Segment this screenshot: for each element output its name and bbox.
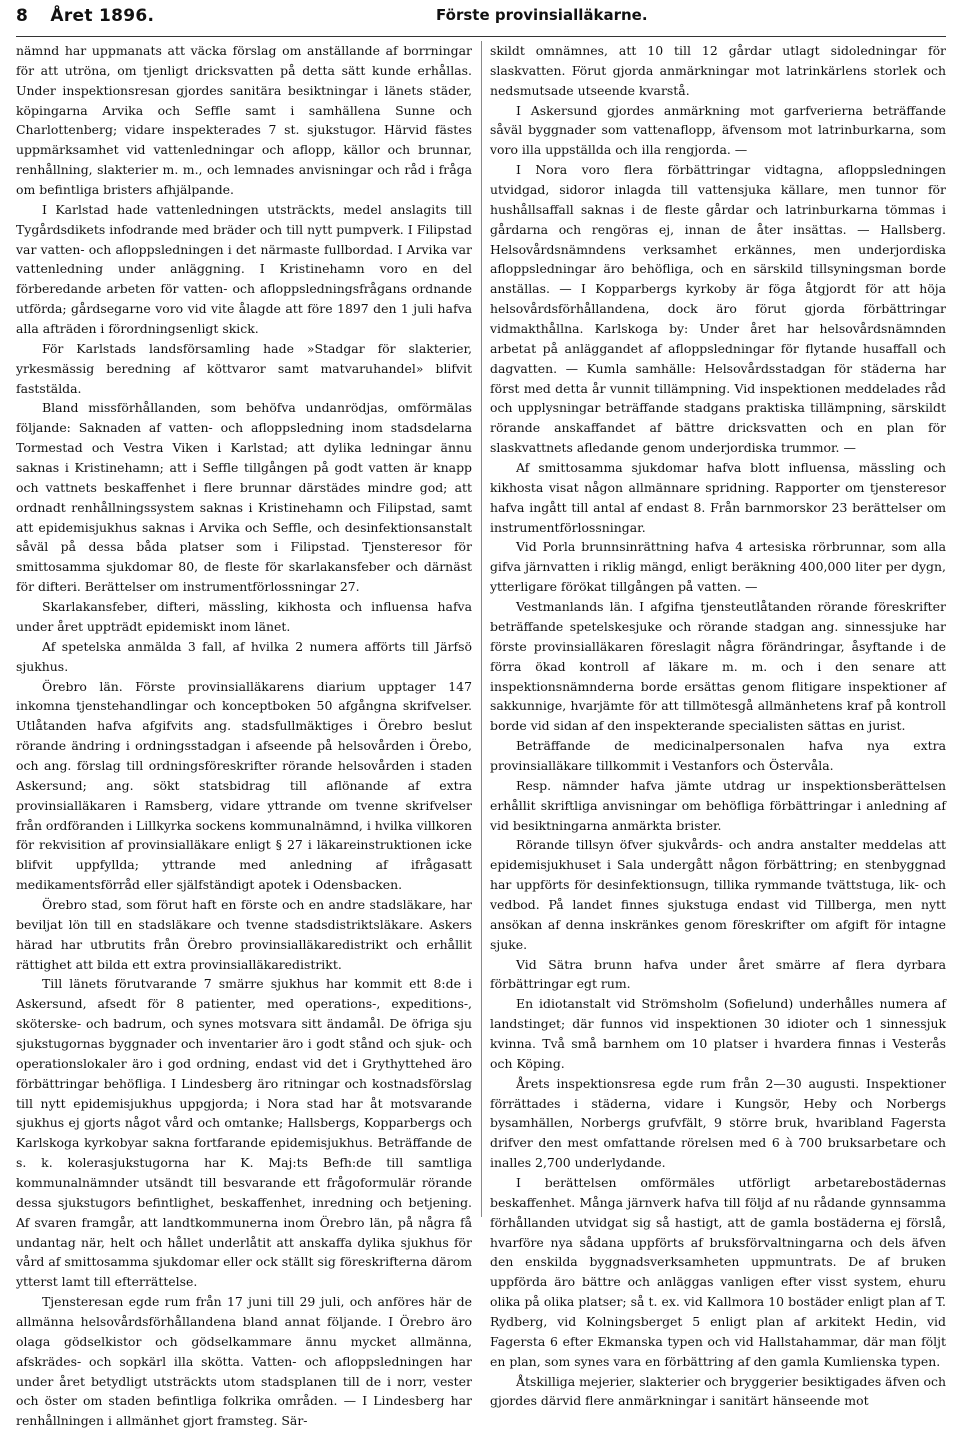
paragraph: Rörande tillsyn öfver sjukvårds- och andra anstalter meddelas att epidemisjukhuset i Sala undergått någon förbättring; en stenbyggnad har uppförts för desinfektionsugn, tillika rymmande tvättstuga, lik- och vedbod. På landet finnes sjukstuga endast vid Tillberga, men nytt ansökan af denna inskränkes genom föreskrifter om afgift för intagne sjuke.: [490, 837, 946, 952]
paragraph: skildt omnämnes, att 10 till 12 gårdar utlagt sidoledningar för slaskvatten. Förut gjorda anmärkningar mot latrinkärlens storlek och nedsmutsade utseende kvarstå.: [490, 43, 946, 98]
paragraph: I Nora voro flera förbättringar vidtagna, afloppsledningen utvidgad, sidoror inlagda till vattensjuka källare, men tunnor för hushållsaffall saknas i de fleste gårdar och latrinburkarna tömmas i gårdarna och rengöras ej, innan de åter insättas. — Hallsberg. Helsovårdsnämndens verksamhet erkännes, men underjordiska afloppsledningar äro behöfliga, och en särskild tillsyningsman borde anställas. — I Kopparbergs kyrkoby är föga åtgjordt för att höja helsovårdsförhållandena, dock äro förut gjorda förbättringar vidmakthållna. Karlskoga by: Under året har helsovårdsnämnden arbetat på anläggandet af afloppsledningar för flytande husaffall och dagvatten. — Kumla samhälle: Helsovårdsstadgan för städerna har först med detta år vunnit tillämpning. Vid inspektionen meddelades råd och upplysningar beträffande stadgans praktiska tillämpning, särskildt rörande anskaffandet af bättre dricksvatten och en plan för slaskvattnets afledande genom underjordiska trummor. —: [490, 162, 946, 456]
text-columns: [16, 41, 947, 1429]
right-column: [490, 41, 947, 1409]
paragraph: Tjensteresan egde rum från 17 juni till 29 juli, och anföres här de allmänna helsovårdsförhållandena bland annat följande. I Örebro äro olaga gödselkistor och gödselkammare ännu mycket allmänna, afskrädes- och sopkärl illa skötta. Vatten- och afloppsledningen har under året betydligt utsträckts utom stadsplanen till de i norr, vester och öster om staden befintliga folkrika områden. — I Lindesberg har renhållningen i allmänhet gjort framsteg. Sär-: [16, 1294, 472, 1429]
paragraph: Skarlakansfeber, difteri, mässling, kikhosta och influensa hafva under året uppträdt epidemiskt inom länet.: [16, 599, 472, 634]
paragraph: I Askersund gjordes anmärkning mot garfverierna beträffande såväl byggnader som vattenaflopp, äfvensom mot latrinburkarna, som voro illa uppställda och illa rengjorda. —: [490, 102, 946, 158]
paragraph: Af spetelska anmälda 3 fall, af hvilka 2 numera afförts till Järfsö sjukhus.: [16, 638, 472, 674]
paragraph: En idiotanstalt vid Strömsholm (Sofielund) underhålles numera af landstinget; där funnos vid inspektionen 30 idioter och 1 sinnessjuk kvinna. Två små barnhem om 10 platser i hvardera finnas i Vesterås och Köping.: [490, 996, 946, 1071]
paragraph: I Karlstad hade vattenledningen utsträckts, medel anslagits till Tygårdsdikets infodrande med bräder och till nytt pumpverk. I Filipstad var vatten- och afloppsledningen i det närmaste fullbordad. I Arvika var vattenledning under anläggning. I Kristinehamn voro en del förberedande arbeten för vatten- och afloppsledningsfrågans ordnande utförda; gårdsegarne voro vid vite ålagde att före 1897 den 1 juli hafva alla afträden i förordningsenligt skick.: [16, 201, 472, 337]
paragraph: Vid Porla brunnsinrättning hafva 4 artesiska rörbrunnar, som alla gifva järnvatten i riklig mängd, enligt beräkning 400,000 liter per dygn, ytterligare förökat tillgången på vatten. —: [490, 539, 946, 595]
paragraph: Beträffande de medicinalpersonalen hafva nya extra provinsialläkare tillkommit i Vestanfors och Östervåla.: [490, 738, 946, 773]
paragraph: Örebro län. Förste provinsialläkarens diarium upptager 147 inkomna tjenstehandlingar och konceptboken 50 afgångna skrifvelser. Utlåtanden hafva afgifvits ang. stadsfullmäktiges i Örebro beslut rörande ändring i ordningsstadgan i afseende på helsovården i Örebo, och ang. förslag till ordningsföreskrifter rörande helsovården i staden Askersund; ang. sökt statsbidrag till aflönande af extra provinsialläkaren i Ramsberg, vidare yttrande om tvenne skrifvelser från ordföranden i Lillkyrka sockens kommunalnämnd, i hvilka villkoren för rekvisition af provinsialläkare enligt § 27 i läkareinstruktionen icke blifvit uppfyllda; yttrande med anledning af ifrågasatt medikamentsförråd eller själfständigt apotek i Odensbacken.: [16, 678, 472, 893]
left-column: [16, 41, 472, 1429]
paragraph: Örebro stad, som förut haft en förste och en andre stadsläkare, har beviljat lön till en stadsläkare och tvenne stadsdistriktsläkare. Askers härad har utbrutits från Örebro provinsialläkaredistrikt och erhållit rättighet att bilda ett extra provinsialläkaredistrikt.: [16, 896, 472, 972]
year-title: Året 1896.: [50, 6, 155, 26]
header-rule: [16, 36, 946, 37]
header-left: [16, 6, 154, 26]
page-number: 8: [16, 6, 29, 26]
section-title: Förste provinsialläkarne.: [436, 6, 648, 24]
paragraph: Vestmanlands län. I afgifna tjensteutlåtanden rörande föreskrifter beträffande spetelskesjuke och rörande stadgan ang. sinnessjuke har förste provinsialläkaren föreslagit några förändringar, åsyftande i de förra ökad kontroll af läkare m. m. och i den senare att inspektionsnämnderna borde ersättas genom flitigare inspektioner af sakkunnige, hvarjämte för att tillmötesgå allmänhetens kraf på kontroll borde vid sidan af den inspekterande specialisten sättas en jurist.: [490, 599, 946, 734]
paragraph: Bland missförhållanden, som behöfva undanrödjas, omförmälas följande: Saknaden af vatten- och afloppsledning inom stadsdelarna Tormestad och Vestra Viken i Karlstad; att dylika ledningar ännu saknas i Kristinehamn; att i Seffle tillgången på godt vatten är knapp och vattnets beskaffenhet i flere brunnar därstädes mindre god; att ordnadt renhållningssystem saknas i Kristinehamn och Filipstad, samt att epidemisjukhus saknas i Arvika och Seffle, och desinfektionsanstalt såväl på dessa båda platser som i Filipstad. Tjensteresor för smittosamma sjukdomar 80, de fleste för skarlakansfeber och därnäst för difteri. Berättelser om instrumentförlossningar 27.: [16, 400, 472, 595]
paragraph: Åtskilliga mejerier, slakterier och bryggerier besiktigades äfven och gjordes därvid flere anmärkningar i sanitärt hänseende mot: [490, 1373, 947, 1409]
paragraph: För Karlstads landsförsamling hade »Stadgar för slakterier, yrkesmässig beredning af köttvaror samt matvaruhandel» blifvit faststälda.: [16, 340, 472, 396]
paragraph: I berättelsen omförmäles utförligt arbetarebostädernas beskaffenhet. Många järnverk hafva till följd af nu rådande gynnsamma förhållanden utvidgat sig så hastigt, att de gamla bostäderna ej förslå, hvarföre nya sådana uppförts af bruksförvaltningarna och dels äfven den enskilda byggnadsverksamheten uppmuntrats. De af bruken uppförda äro bättre och anläggas vanligen efter visst system, ehuru olika på olika platser; så t. ex. vid Kallmora 10 bostäder enligt plan af T. Rydberg, vid Kolningsberget 5 enligt plan af arkitekt Hedin, vid Fagersta 6 efter Ekmanska typen och vid Hallstahammar, där man följt en plan, som synes vara en förbättring af den gamla Kumlienska typen.: [490, 1174, 946, 1369]
page-header: [16, 6, 946, 30]
paragraph: Årets inspektionsresa egde rum från 2—30 augusti. Inspektioner förrättades i städerna, vidare i Kungsör, Heby och Norbergs bysamhällen, Norbergs grufvfält, 9 större bruk, hvaribland Fagersta drifver den mest omfattande rörelsen med 6 à 700 bruksarbetare och inalles 2,700 underlydande.: [490, 1075, 946, 1171]
paragraph: nämnd har uppmanats att väcka förslag om anställande af borrningar för att utröna, om tjenligt dricksvatten på detta sätt kunde erhållas. Under inspektionsresan gjordes sanitära besiktningar i länets städer, köpingarna Arvika och Seffle samt i samhällena Sunne och Charlottenberg; vidare inspekterades 7 st. sjukstugor. Härvid fästes uppmärksamhet vid vattenledningar och aflopp, källor och brunnar, renhållning, slakterier m. m., och lemnades anvisningar och råd i fråga om befintliga bristers afhjälpande.: [16, 43, 472, 198]
paragraph: Resp. nämnder hafva jämte utdrag ur inspektionsberättelsen erhållit skriftliga anvisningar om behöfliga förbättringar i anledning af vid besiktningarna anmärkta brister.: [490, 777, 946, 833]
paragraph: Vid Sätra brunn hafva under året smärre af flera dyrbara förbättringar egt rum.: [490, 956, 946, 992]
paragraph: Till länets förutvarande 7 smärre sjukhus har kommit ett 8:de i Askersund, afsedt för 8 patienter, med operations-, expeditions-, sköterske- och badrum, och synes motsvara sitt ändamål. De öfriga sju sjukstugornas byggnader och inventarier äro i godt stånd och sjuk- och operationslokaler äro i god ordning, endast vid det i Grythyttehed äro förbättringar behöfliga. I Lindesberg äro ritningar och kostnadsförslag till nytt epidemisjukhus uppgjorda; i Nora stad har åt motsvarande sjukhus ej gjorts något vård och omtanke; Hallsbergs, Kopparbergs och Karlskoga kyrkobyar sakna fortfarande epidemisjukhus. Beträffande de s. k. kolerasjukstugorna har K. Maj:ts Befh:de till samtliga kommunalnämnder utsändt till besvarande ett frågoformulär rörande dessa sjukstugors befintlighet, beskaffenhet, inredning och betjening. Af svaren framgår, att landtkommunerna inom Örebro län, på några få undantag när, helt och hållet underlåtit att anskaffa dylika sjukhus för vård af smittosamma sjukdomar eller ock ställt sig föreskrifterna därom ytterst lamt till efterrättelse.: [16, 976, 472, 1290]
paragraph: Af smittosamma sjukdomar hafva blott influensa, mässling och kikhosta visat någon allmännare spridning. Rapporter om tjensteresor hafva ingått till antal af endast 8. Från barnmorskor 23 berättelser om instrumentförlossningar.: [490, 460, 946, 535]
